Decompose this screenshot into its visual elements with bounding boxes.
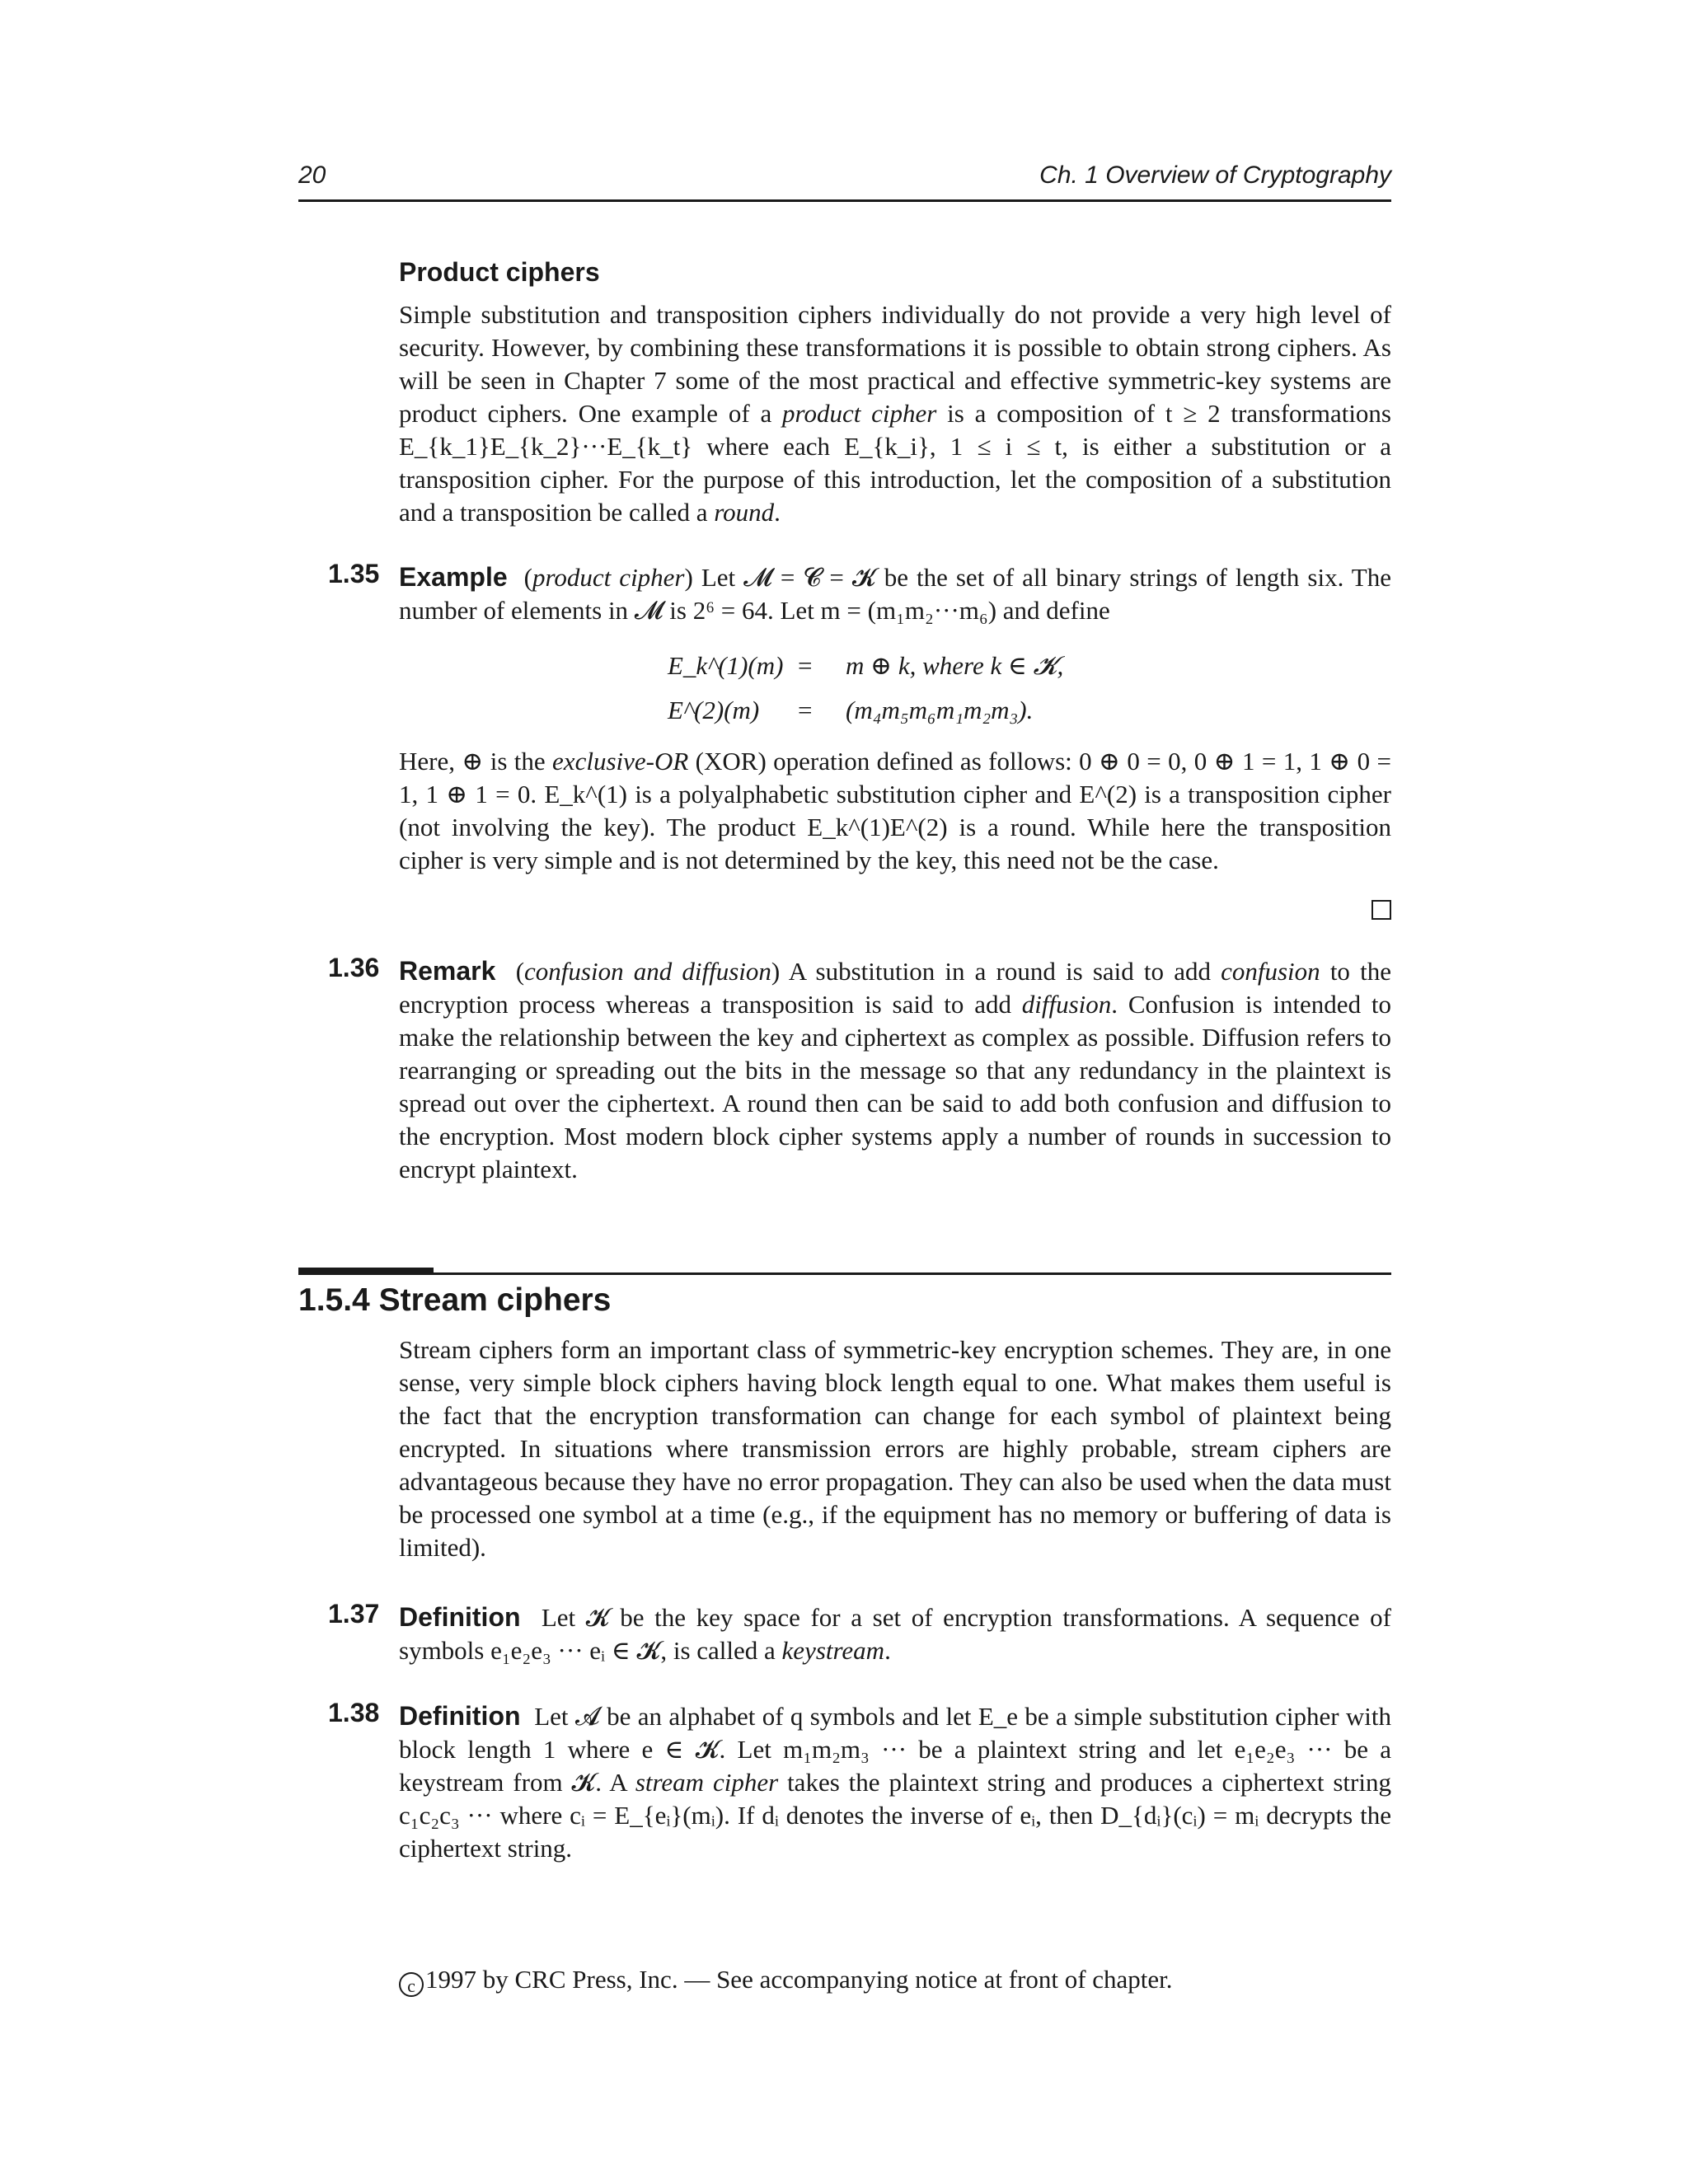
definition-label: Definition <box>399 1701 521 1731</box>
remark-label: Remark <box>399 956 496 986</box>
remark-1-36: Remark (confusion and diffusion) A substitution in a round is said to add confusion to the encryption process whereas a transposition is said to add diffusion. Confusion is intended to make the relationship between the key and ciphertext as complex as possible. Diffusion refers to rearranging or spreading out the bits in the message so that any redundancy in the plaintext is spread out over the ciphertext. A round then can be said to add both confusion and diffusion to the encryption. Most modern block cipher systems apply a number of rounds in succession to encrypt plaintext. <box>399 956 1391 1183</box>
term-keystream: keystream <box>781 1636 885 1665</box>
definition-number: 1.37 <box>328 1599 380 1629</box>
chapter-title: Ch. 1 Overview of Cryptography <box>1039 162 1391 189</box>
equation-1-equals: = <box>798 651 813 680</box>
equation-2-rhs: (m₄m₅m₆m₁m₂m₃). <box>846 696 1034 724</box>
subheading-product-ciphers: Product ciphers <box>399 257 600 287</box>
paragraph-text: Here, ⊕ is the <box>399 747 553 776</box>
paragraph-text: Simple substitution and transposition ciphers individually do not provide a very high level of security. However, by combining these transformations it is possible to obtain strong ciphers. As will be seen in Chapter 7 some of the most practical and effective symmetric-key systems are product ciphers. One example of a <box>399 300 1391 428</box>
paragraph-text: . Confusion is intended to make the relationship between the key and ciphertext as complex as possible. Diffusion refers to rearranging or spreading out the bits in the message so that any redundancy in the plaintext is spread out over the ciphertext. A round then can be said to add both confusion and diffusion to the encryption. Most modern block cipher systems apply a number of rounds in succession to encrypt plaintext. <box>399 990 1391 1183</box>
example-tag: product cipher <box>532 563 685 592</box>
example-1-35: Example (product cipher) Let 𝓜 = 𝓒 = 𝓚 be the set of all binary strings of length six. The number of elements in 𝓜 is 2⁶ = 64. Let m = (m₁m₂···m₆) and define <box>399 562 1392 625</box>
paragraph-text: A substitution in a round is said to add <box>788 957 1221 986</box>
paragraph-text: is a composition of t ≥ 2 transformations E_{k_1}E_{k_2}···E_{k_t} where each E_{k_i}, 1 ≤ i ≤ t, is either a substitution or a transposition cipher. For the purpose of this introduction, let the composition of a substitution and a transposition be called a <box>399 399 1391 527</box>
definition-label: Definition <box>399 1602 521 1632</box>
definition-number: 1.38 <box>328 1698 380 1727</box>
page-number: 20 <box>298 162 326 189</box>
equation-1-rhs: m ⊕ k, where k ∈ 𝓚, <box>846 651 1064 680</box>
term-product-cipher: product cipher <box>782 399 937 428</box>
paragraph-text: takes the plaintext string and produces a ciphertext string c₁c₂c₃ ··· where cᵢ = E_{eᵢ}(mᵢ). If dᵢ denotes the inverse of eᵢ, then D_{dᵢ}(cᵢ) = mᵢ decrypts the ciphertext string. <box>399 1768 1391 1863</box>
definition-1-37 <box>399 1601 1391 1667</box>
term-diffusion: diffusion <box>1021 990 1112 1019</box>
section-rule <box>298 1272 1391 1275</box>
copyright-icon: c <box>399 1972 424 1997</box>
term-stream-cipher: stream cipher <box>635 1768 779 1797</box>
paragraph-text: . <box>884 1636 891 1665</box>
example-body <box>399 745 1391 877</box>
section-title: 1.5.4 Stream ciphers <box>298 1282 612 1318</box>
equation-2-equals: = <box>798 696 813 724</box>
qed-box-icon <box>1372 900 1391 920</box>
paragraph-text: (XOR) operation defined as follows: 0 ⊕ 0 = 0, 0 ⊕ 1 = 1, 1 ⊕ 0 = 1, 1 ⊕ 1 = 0. E_k^(1) is a polyalphabetic substitution cipher and E^(2) is a transposition cipher (not involving the key). The product E_k^(1)E^(2) is a round. While here the transposition cipher is very simple and is not determined by the key, this need not be the case. <box>399 747 1391 874</box>
example-intro: Let 𝓜 = 𝓒 = 𝓚 be the set of all binary strings of length six. The number of elements in 𝓜 is 2⁶ = 64. Let m = (m₁m₂···m₆) and define <box>399 563 1392 625</box>
equation-1-lhs: E_k^(1)(m) <box>668 651 784 680</box>
remark-number: 1.36 <box>328 953 380 982</box>
equation-2-lhs: E^(2)(m) <box>668 696 760 724</box>
term-round: round <box>714 498 775 527</box>
term-exclusive-or: exclusive-OR <box>552 747 689 776</box>
paragraph-text: Let 𝓐 be an alphabet of q symbols and let E_e be a simple substitution cipher with block length 1 where e ∈ 𝓚. Let m₁m₂m₃ ··· be a plaintext string and let e₁e₂e₃ ··· be a keystream from 𝓚. A <box>399 1702 1391 1797</box>
copyright-footer <box>399 1965 1173 1997</box>
footer-text: 1997 by CRC Press, Inc. — See accompanying notice at front of chapter. <box>425 1965 1173 1994</box>
remark-tag: confusion and diffusion <box>524 957 771 986</box>
paragraph-text: Let 𝓚 be the key space for a set of encryption transformations. A sequence of symbols e₁e₂e₃ ··· eᵢ ∈ 𝓚, is called a <box>399 1603 1392 1665</box>
definition-1-38 <box>399 1699 1391 1865</box>
paragraph-text: to the encryption process whereas a transposition is said to add <box>399 957 1391 1019</box>
running-head <box>298 162 1391 202</box>
product-ciphers-paragraph <box>399 298 1391 529</box>
term-confusion: confusion <box>1221 957 1320 986</box>
stream-ciphers-paragraph: Stream ciphers form an important class of symmetric-key encryption schemes. They are, in one sense, very simple block ciphers having block length equal to one. What makes them useful is the fact that the encryption transformation can change for each symbol of plaintext being encrypted. In situations where transmission errors are highly probable, stream ciphers are advantageous because they have no error propagation. They can also be used when the data must be processed one symbol at a time (e.g., if the equipment has no memory or buffering of data is limited). <box>399 1335 1391 1562</box>
example-number: 1.35 <box>328 559 380 588</box>
example-label: Example <box>399 562 508 592</box>
paragraph-text: . <box>774 498 781 527</box>
